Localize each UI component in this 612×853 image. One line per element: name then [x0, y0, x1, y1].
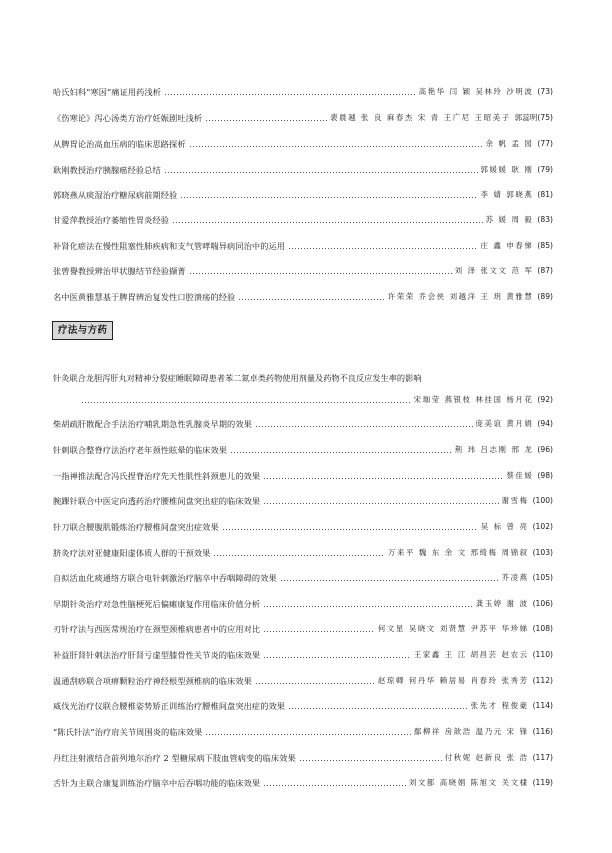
toc-entry[interactable] — [53, 596, 553, 612]
entry-authors: 何文星 吴晓文 刘贤慧 尹苏平 华珍娣 — [377, 624, 529, 633]
entry-authors: 苏 媛 周 毅 — [485, 215, 534, 224]
toc-entry[interactable] — [53, 493, 553, 509]
dot-leader — [180, 187, 477, 203]
entry-title: 威伐光治疗仪联合腰椎姿势矫正训练治疗腰椎间盘突出症的效果 — [53, 701, 286, 711]
entry-page: (100) — [532, 496, 553, 505]
toc-entry[interactable] — [53, 750, 553, 766]
toc-entry[interactable] — [53, 212, 553, 228]
toc-entry[interactable] — [53, 647, 553, 663]
toc-entry[interactable] — [53, 775, 553, 791]
toc-entry[interactable] — [53, 238, 553, 254]
entry-authors: 付秋妮 赵新良 张 浩 — [444, 753, 529, 762]
entry-title: 哈氏妇科“寒因”痛证用药浅析 — [53, 87, 162, 97]
dot-leader — [263, 493, 498, 509]
entry-page: (117) — [532, 753, 553, 762]
entry-page: (106) — [532, 599, 553, 608]
entry-title-long[interactable]: 针灸联合龙胆泻肝丸对精神分裂症睡眠障碍患者苯二氮卓类药物使用剂量及药物不良反应发生率的影响 — [53, 373, 422, 383]
dot-leader — [81, 392, 411, 408]
dot-leader — [205, 110, 327, 126]
entry-page: (94) — [537, 419, 553, 428]
dot-leader — [288, 238, 477, 254]
entry-page: (103) — [532, 548, 553, 557]
entry-authors: 郭媛媛 耿 刚 — [480, 165, 534, 174]
section-header: 疗法与方药 — [52, 321, 113, 340]
dot-leader — [263, 468, 503, 484]
entry-page: (102) — [532, 522, 553, 531]
entry-page: (81) — [537, 190, 553, 199]
entry-authors: 李 婧 郭晓燕 — [480, 190, 534, 199]
entry-page: (110) — [532, 650, 553, 659]
entry-authors: 赵琼卿 何丹华 赖居易 肖春玲 张秀芳 — [377, 676, 529, 685]
toc-entry-continuation[interactable] — [78, 392, 553, 408]
entry-authors: 蔡佳媛 — [506, 471, 534, 480]
entry-page: (108) — [532, 624, 553, 633]
entry-title: 从脾胃论治高血压病的临床思路探析 — [53, 139, 186, 149]
entry-page: (114) — [532, 701, 553, 710]
entry-title: 舌针为主联合康复训练治疗脑卒中后吞咽功能的临床效果 — [53, 778, 261, 788]
dot-leader — [263, 621, 375, 637]
entry-page: 郭蕊明(75) — [514, 113, 553, 122]
toc-entry[interactable] — [53, 162, 553, 178]
toc-entry[interactable] — [53, 570, 553, 586]
toc-entry[interactable] — [53, 621, 553, 637]
entry-authors: 鄢柳祥 房歆浩 温乃元 宋 锋 — [413, 727, 529, 736]
entry-title: 柴胡疏肝散配合手法治疗哺乳期急性乳腺炎早期的效果 — [53, 419, 252, 429]
entry-page: (77) — [537, 139, 553, 148]
entry-authors: 芥凌燕 — [501, 573, 529, 582]
toc-entry[interactable] — [53, 416, 553, 432]
dot-leader — [299, 750, 442, 766]
entry-title: 张曾譽教授辨治甲状腺结节经验撷菁 — [53, 266, 186, 276]
entry-page: (85) — [537, 241, 553, 250]
entry-authors: 张先才 程俊豪 — [470, 701, 529, 710]
entry-title: 自拟活血化痰通络方联合电针刺激治疗脑卒中吞咽障碍的效果 — [53, 573, 277, 583]
toc-entry[interactable] — [53, 673, 553, 689]
dot-leader — [172, 212, 483, 228]
toc-entry[interactable] — [53, 187, 553, 203]
entry-page: (92) — [537, 395, 553, 404]
entry-title: 《伤寒论》泻心汤类方治疗妊娠剧吐浅析 — [53, 113, 203, 123]
entry-authors: 吴 标 曾 亮 — [480, 522, 529, 531]
entry-page: (73) — [537, 87, 553, 96]
entry-title: 耿刚教授治疗胰腺癌经验总结 — [53, 165, 161, 175]
toc-entry[interactable] — [53, 442, 553, 458]
entry-authors: 许荣荣 乔会侠 刘越洋 王 玥 黄雅慧 — [387, 292, 534, 301]
toc-entry[interactable] — [53, 263, 553, 279]
toc-entry[interactable] — [53, 698, 553, 714]
dot-leader — [263, 647, 411, 663]
entry-title: 脐灸疗法对亚健康阳虚体质人群的干预效果 — [53, 548, 211, 558]
entry-page: (96) — [537, 445, 553, 454]
entry-authors: 荆 玮 吕志刚 邢 龙 — [454, 445, 534, 454]
entry-title: “陈氏针法”治疗肩关节周围炎的临床效果 — [53, 727, 203, 737]
entry-title: 补肾化瘀法在慢性阻塞性肺疾病和支气管哮喘异病同治中的运用 — [53, 241, 286, 251]
toc-entry[interactable] — [53, 545, 553, 561]
toc-entry[interactable] — [53, 468, 553, 484]
entry-page: (83) — [537, 215, 553, 224]
toc-entry[interactable] — [53, 136, 553, 152]
entry-authors: 庞美谊 黄月娟 — [475, 419, 534, 428]
entry-title: 温通刮痧联合项痹颗粒治疗神经根型颈椎病的临床效果 — [53, 676, 252, 686]
entry-title: 丹红注射液结合前列地尔治疗 2 型糖尿病下肢血管病变的临床效果 — [53, 753, 296, 763]
entry-title: 针刺联合整脊疗法治疗老年颈性眩晕的临床效果 — [53, 445, 228, 455]
dot-leader — [255, 673, 375, 689]
entry-authors: 谢雪梅 — [501, 496, 529, 505]
entry-authors: 宋珈莹 燕银枝 林挂国 杨月花 — [413, 395, 534, 404]
entry-page: (112) — [532, 676, 553, 685]
entry-title: 针刀联合腰腹肌锻炼治疗腰椎间盘突出症效果 — [53, 522, 219, 532]
entry-authors: 裴晨越 张 良 麻春杰 宋 青 王广尼 王昭美子 — [330, 113, 511, 122]
dot-leader — [255, 416, 473, 432]
dot-leader — [280, 570, 499, 586]
dot-leader — [205, 724, 410, 740]
entry-authors: 庄 鑫 申春悌 — [480, 241, 534, 250]
dot-leader — [164, 84, 416, 100]
dot-leader — [230, 442, 452, 458]
entry-authors: 余 帆 孟 园 — [485, 139, 534, 148]
toc-entry[interactable] — [53, 84, 553, 100]
entry-authors: 万来平 魏 东 余 文 邢绮梅 周锦叙 — [388, 548, 529, 557]
dot-leader — [189, 263, 452, 279]
entry-title: 一指禅推法配合冯氏捏脊治疗先天性肌性斜颈患儿的效果 — [53, 471, 261, 481]
entry-authors: 高艳华 闫 颖 吴林玲 沙明波 — [418, 87, 534, 96]
entry-authors: 刘文都 高晓娟 陈旭文 关文棣 — [408, 778, 529, 787]
entry-page: (116) — [532, 727, 553, 736]
dot-leader — [213, 545, 385, 561]
entry-title: 早期针灸治疗对急性脑梗死后偏瘫康复作用临床价值分析 — [53, 599, 261, 609]
entry-title: 名中医黄雅慧基于脾胃辨治复发性口腔溃疡的经验 — [53, 292, 236, 302]
entry-page: (119) — [532, 778, 553, 787]
entry-title: 甘爱萍教授治疗萎缩性胃炎经验 — [53, 215, 170, 225]
entry-title: 补益肝肾针刺法治疗肝肾亏虚型膝骨性关节炎的临床效果 — [53, 650, 261, 660]
entry-title: 刃针疗法与西医常规治疗在颈型颈椎病患者中的应用对比 — [53, 624, 261, 634]
dot-leader — [164, 162, 478, 178]
entry-authors: 刘 泽 张文文 范 军 — [454, 266, 534, 275]
entry-page: (79) — [537, 165, 553, 174]
entry-page: (89) — [537, 292, 553, 301]
dot-leader — [288, 698, 468, 714]
entry-authors: 龚玉婷 谢 波 — [475, 599, 529, 608]
toc-entry[interactable] — [53, 519, 553, 535]
dot-leader — [263, 775, 406, 791]
entry-page: (105) — [532, 573, 553, 582]
entry-title: 腕踝针联合中医定向透药治疗腰椎间盘突出症的临床效果 — [53, 496, 261, 506]
dot-leader — [222, 519, 478, 535]
entry-page: (87) — [537, 266, 553, 275]
entry-authors: 王家鑫 王 江 胡昌芸 赵农云 — [413, 650, 529, 659]
entry-title: 郭晓燕从痰湿治疗糖尿病前期经验 — [53, 190, 178, 200]
dot-leader — [263, 596, 473, 612]
toc-entry[interactable] — [53, 110, 553, 126]
toc-entry[interactable] — [53, 289, 553, 305]
toc-entry[interactable] — [53, 724, 553, 740]
dot-leader — [238, 289, 384, 305]
entry-page: (98) — [537, 471, 553, 480]
dot-leader — [189, 136, 483, 152]
